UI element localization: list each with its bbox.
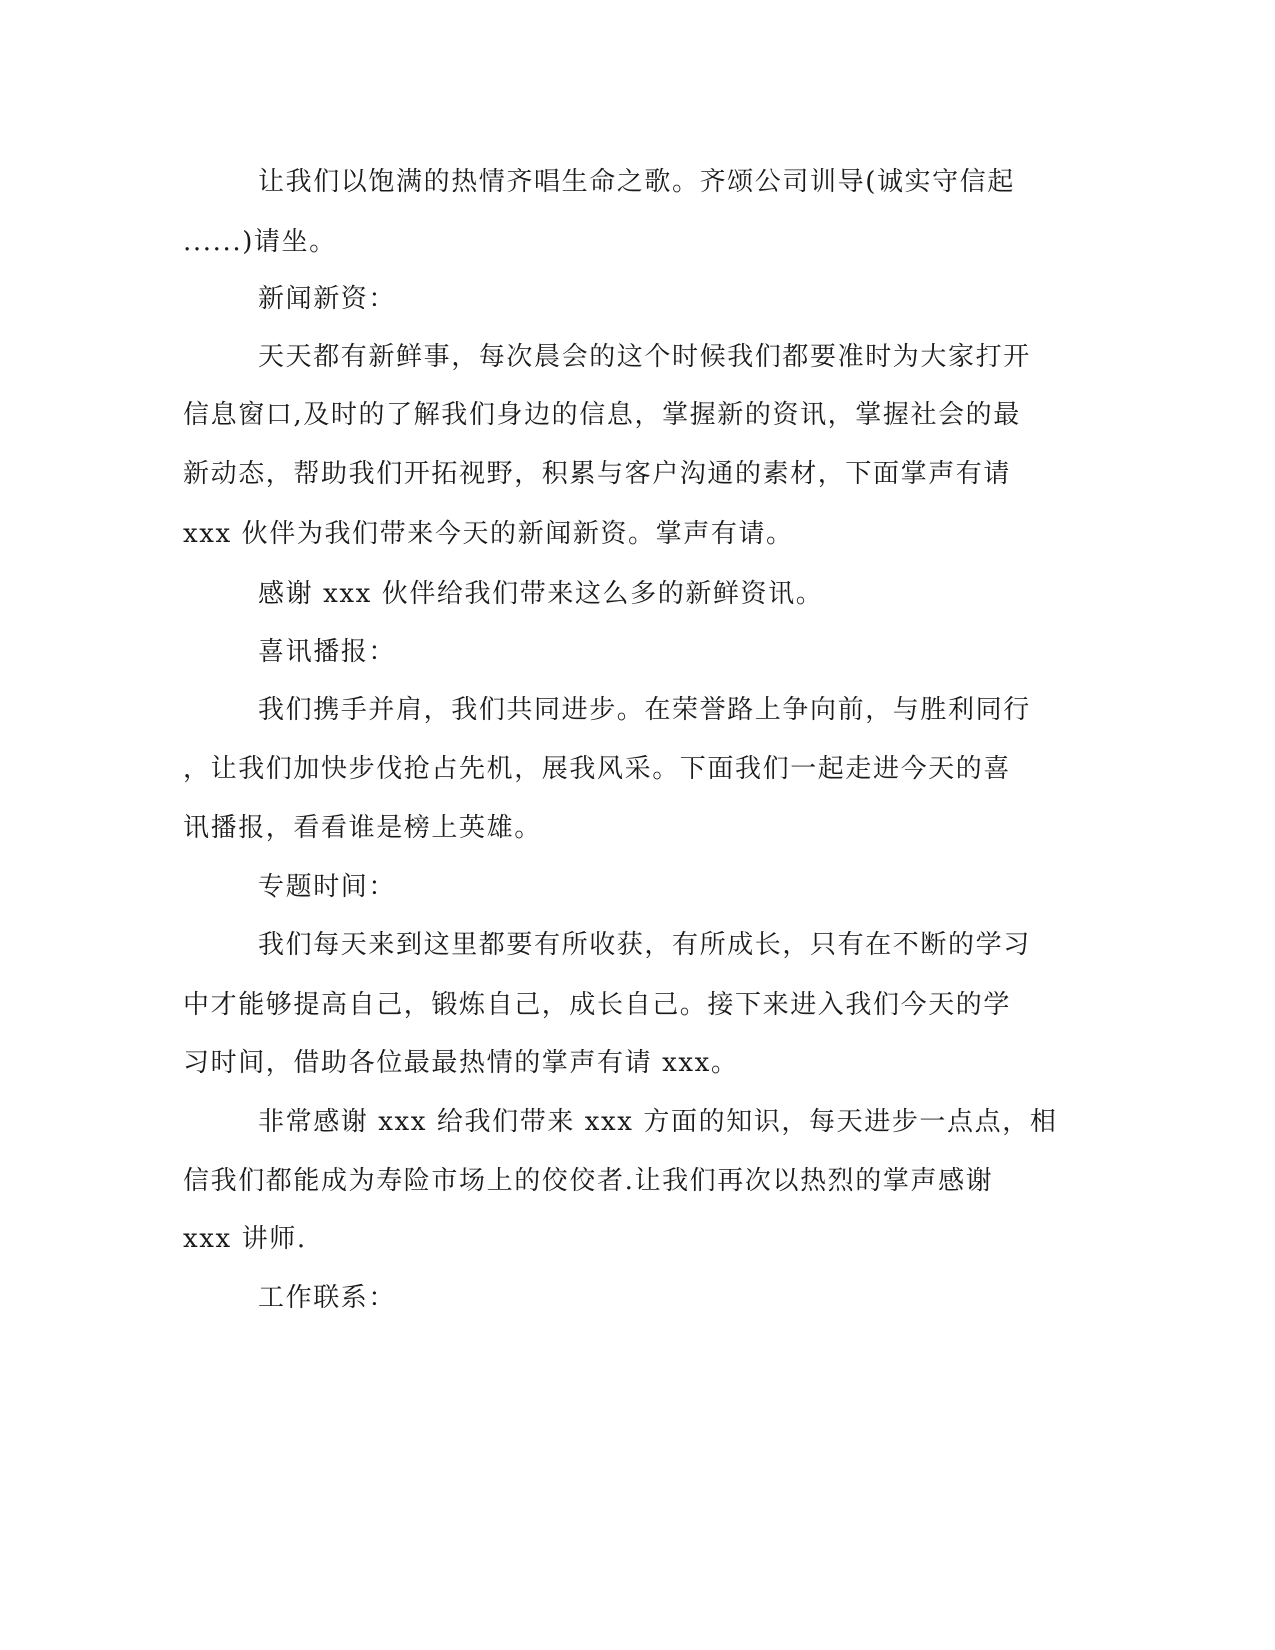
paragraph-line: xxx 讲师. xyxy=(183,1224,307,1254)
paragraph-line: 我们携手并肩，我们共同进步。在荣誉路上争向前，与胜利同行 xyxy=(258,695,1031,725)
paragraph-line: 让我们以饱满的热情齐唱生命之歌。齐颂公司训导(诚实守信起 xyxy=(258,167,1015,197)
paragraph-line: 信我们都能成为寿险市场上的佼佼者.让我们再次以热烈的掌声感谢 xyxy=(183,1166,994,1196)
paragraph-line: 讯播报，看看谁是榜上英雄。 xyxy=(183,813,542,843)
paragraph-line: 我们每天来到这里都要有所收获，有所成长，只有在不断的学习 xyxy=(258,930,1031,960)
paragraph-line: 中才能够提高自己，锻炼自己，成长自己。接下来进入我们今天的学 xyxy=(183,990,1012,1020)
paragraph-line: 非常感谢 xxx 给我们带来 xxx 方面的知识，每天进步一点点，相 xyxy=(258,1107,1058,1137)
section-heading-news: 新闻新资： xyxy=(258,284,397,314)
paragraph-line: ......)请坐。 xyxy=(183,227,337,257)
paragraph-line: 信息窗口,及时的了解我们身边的信息，掌握新的资讯，掌握社会的最 xyxy=(183,400,1021,430)
paragraph-line: 感谢 xxx 伙伴给我们带来这么多的新鲜资讯。 xyxy=(258,579,824,609)
paragraph-line: 习时间，借助各位最最热情的掌声有请 xxx。 xyxy=(183,1048,739,1078)
paragraph-line: ，让我们加快步伐抢占先机，展我风采。下面我们一起走进今天的喜 xyxy=(183,754,1012,784)
section-heading-topic: 专题时间： xyxy=(258,872,397,902)
section-heading-work-contact: 工作联系： xyxy=(258,1283,397,1313)
paragraph-line: 天天都有新鲜事，每次晨会的这个时候我们都要准时为大家打开 xyxy=(258,342,1031,372)
paragraph-line: 新动态，帮助我们开拓视野，积累与客户沟通的素材，下面掌声有请 xyxy=(183,459,1012,489)
paragraph-line: xxx 伙伴为我们带来今天的新闻新资。掌声有请。 xyxy=(183,519,794,549)
section-heading-good-news: 喜讯播报： xyxy=(258,637,397,667)
